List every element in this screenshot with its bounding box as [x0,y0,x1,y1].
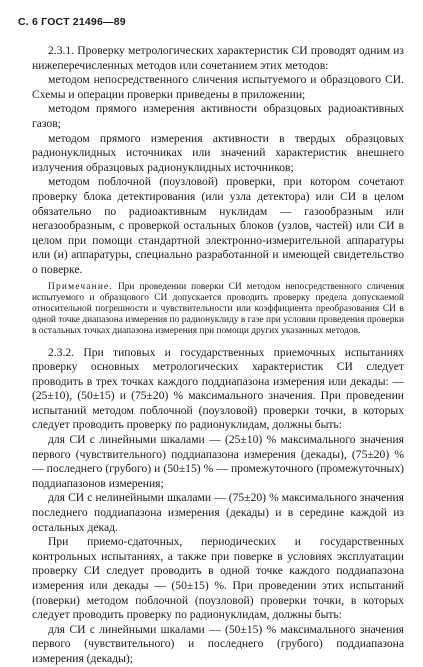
note-block [32,282,404,338]
document-body [32,44,404,667]
method-block-check: методом поблочной (поузловой) проверки, при котором сочетают проверку блока детектирования (или узла детектора) или СИ в целом обязательно по радиоактивным нуклидам — газообразным или негазообразным, с проверкой остальных блоков (узлов, частей) или СИ в целом при помощи стандартной электронно-измерительной аппаратуры или (и) аппаратуры, специально разработанной и имеющей свидетельство о поверке. [32,175,404,276]
method-direct-comparison: методом непосредственного сличения испытуемого и образцового СИ. Схемы и операции проверки приведены в приложении; [32,73,404,101]
note-label: Примечание. [48,281,113,292]
method-gas-activity: методом прямого измерения активности образцовых радиоактивных газов; [32,102,404,130]
paragraph-2-3-1: 2.3.1. Проверку метрологических характеристик СИ проводят одним из нижеперечисленных методов или сочетанием этих методов: [32,44,404,72]
method-solid-sources: методом прямого измерения активности в твердых образцовых радионуклидных источниках или значений характеристик внешнего излучения образцовых радионуклидных источников; [32,131,404,174]
linear-scales-rule-2: для СИ с линейными шкалами — (50±15) % максимального значения первого (чувствительного) и последнего (грубого) поддиапазона измерения (декады); [32,622,404,665]
paragraph-2-3-2: 2.3.2. При типовых и государственных приемочных испытаниях проверку основных метрологических характеристик СИ следует проводить в трех точках каждого поддиапазона измерения или декады: — (25±10), (50±15) и (75±20) % максимального значения. При проведении испытаний методом поблочной (поузловой) проверки точки, в которых следует проводить проверку по радионуклидам, должны быть: [32,345,404,432]
acceptance-tests-paragraph: При приемо-сдаточных, периодических и государственных контрольных испытаниях, а также при поверке в условиях эксплуатации проверку СИ следует проводить в одной точке каждого поддиапазона измерения или декады — (50±15) %. При проведении этих испытаний (поверки) методом поблочной (поузловой) проверки точки, в которых следует проводить проверку по радионуклидам, должны быть: [32,535,404,622]
page-header: С. 6 ГОСТ 21496—89 [18,16,126,28]
linear-scales-rule: для СИ с линейными шкалами — (25±10) % максимального значения первого (чувствительного) поддиапазона измерения (декады), (75±20) % — последнего (грубого) и (50±15) % — промежуточного (промежуточных) поддиапазонов измерения; [32,433,404,490]
note-text: При проведении поверки СИ методом непосредственного сличения испытуемого и образцового СИ допускается проводить проверку предела допускаемой относительной погрешности и чувствительности или коэффициента преобразования СИ в одной точке диапазона измерения по радионуклиду в газе при условии проведения проверки в остальных точках диапазона измерения при помощи других указанных методов. [32,281,405,337]
nonlinear-scales-rule: для СИ с нелинейными шкалами — (75±20) % максимального значения последнего поддиапазона измерения (декады) и в середине каждой из остальных декад. [32,491,404,534]
